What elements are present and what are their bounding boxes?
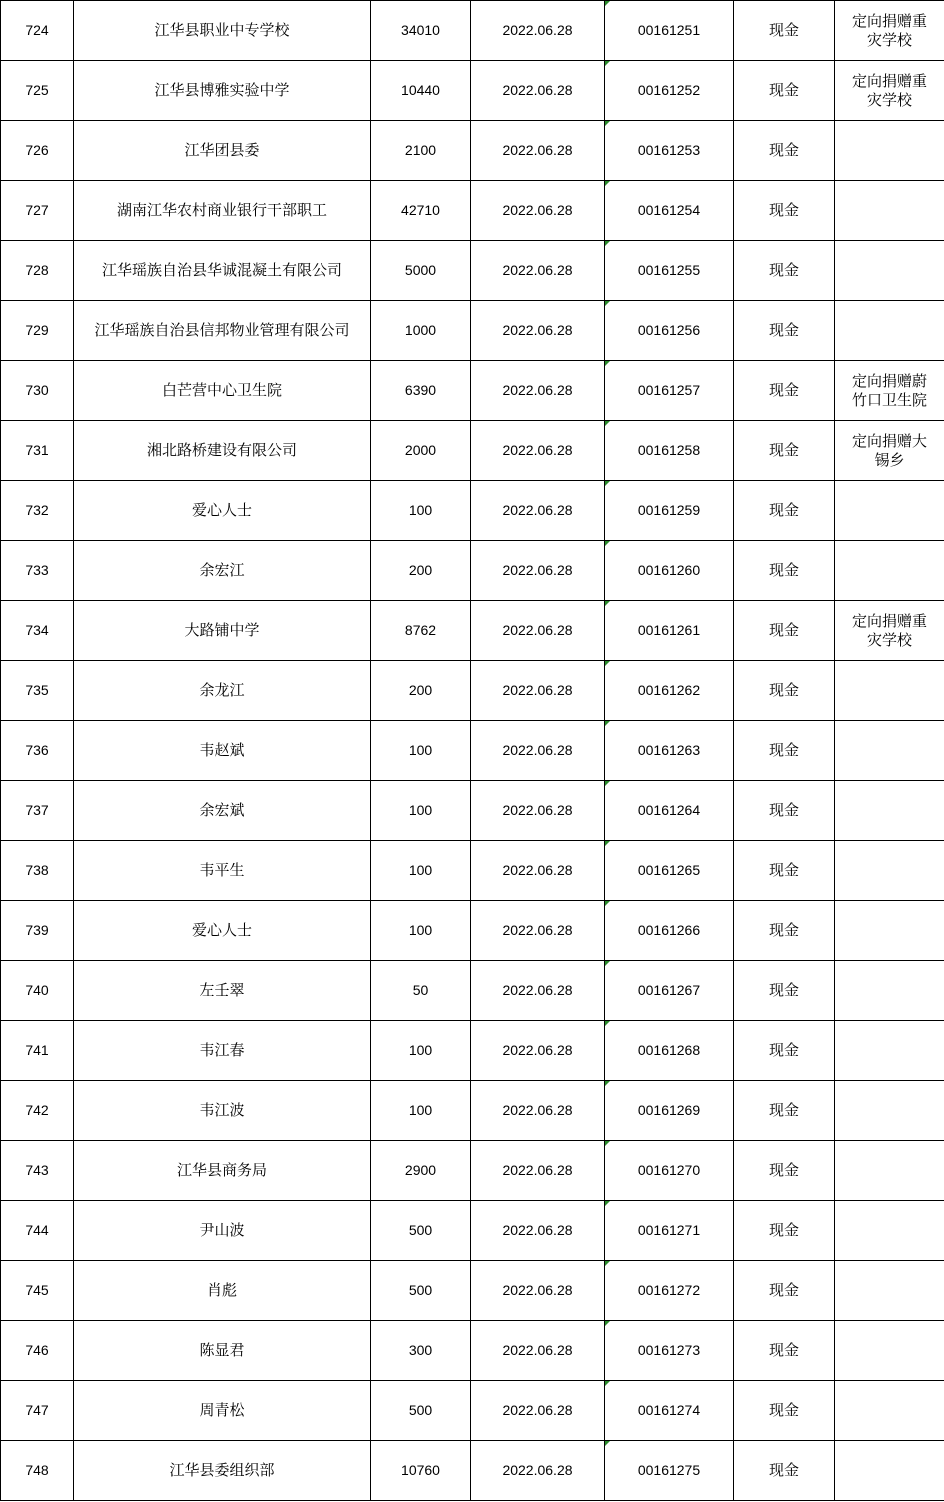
cell-receipt-number: 00161272 bbox=[605, 1261, 734, 1321]
cell-payment-method: 现金 bbox=[734, 1, 835, 61]
cell-donor-name: 左壬翠 bbox=[74, 961, 371, 1021]
cell-payment-method: 现金 bbox=[734, 1441, 835, 1501]
cell-amount: 5000 bbox=[371, 241, 471, 301]
cell-receipt-number: 00161270 bbox=[605, 1141, 734, 1201]
cell-amount: 100 bbox=[371, 1081, 471, 1141]
cell-amount: 100 bbox=[371, 481, 471, 541]
note-text: 定向捐赠蔚竹口卫生院 bbox=[851, 371, 927, 409]
cell-amount: 1000 bbox=[371, 301, 471, 361]
cell-serial-number: 725 bbox=[1, 61, 74, 121]
table-row bbox=[1, 601, 944, 661]
cell-date: 2022.06.28 bbox=[471, 1021, 605, 1081]
cell-note bbox=[835, 541, 944, 601]
cell-payment-method: 现金 bbox=[734, 781, 835, 841]
cell-serial-number: 741 bbox=[1, 1021, 74, 1081]
cell-date: 2022.06.28 bbox=[471, 961, 605, 1021]
cell-receipt-number: 00161259 bbox=[605, 481, 734, 541]
table-row bbox=[1, 721, 944, 781]
cell-amount: 500 bbox=[371, 1381, 471, 1441]
table-row bbox=[1, 241, 944, 301]
cell-amount: 34010 bbox=[371, 1, 471, 61]
note-text: 定向捐赠重灾学校 bbox=[851, 11, 927, 49]
cell-payment-method: 现金 bbox=[734, 1081, 835, 1141]
cell-receipt-number: 00161275 bbox=[605, 1441, 734, 1501]
table-row bbox=[1, 481, 944, 541]
cell-payment-method: 现金 bbox=[734, 1141, 835, 1201]
cell-note bbox=[835, 61, 944, 121]
cell-donor-name: 江华瑶族自治县华诚混凝土有限公司 bbox=[74, 241, 371, 301]
cell-payment-method: 现金 bbox=[734, 1321, 835, 1381]
cell-amount: 100 bbox=[371, 841, 471, 901]
cell-note bbox=[835, 1321, 944, 1381]
cell-note bbox=[835, 421, 944, 481]
cell-amount: 50 bbox=[371, 961, 471, 1021]
cell-payment-method: 现金 bbox=[734, 301, 835, 361]
cell-donor-name: 江华县博雅实验中学 bbox=[74, 61, 371, 121]
cell-date: 2022.06.28 bbox=[471, 1081, 605, 1141]
cell-donor-name: 肖彪 bbox=[74, 1261, 371, 1321]
cell-receipt-number: 00161255 bbox=[605, 241, 734, 301]
cell-donor-name: 余宏斌 bbox=[74, 781, 371, 841]
cell-donor-name: 余宏江 bbox=[74, 541, 371, 601]
cell-receipt-number: 00161268 bbox=[605, 1021, 734, 1081]
cell-serial-number: 724 bbox=[1, 1, 74, 61]
cell-donor-name: 湘北路桥建设有限公司 bbox=[74, 421, 371, 481]
cell-note bbox=[835, 781, 944, 841]
cell-note bbox=[835, 601, 944, 661]
cell-payment-method: 现金 bbox=[734, 1261, 835, 1321]
cell-donor-name: 周青松 bbox=[74, 1381, 371, 1441]
cell-payment-method: 现金 bbox=[734, 61, 835, 121]
cell-serial-number: 737 bbox=[1, 781, 74, 841]
cell-receipt-number: 00161258 bbox=[605, 421, 734, 481]
table-row bbox=[1, 1201, 944, 1261]
cell-date: 2022.06.28 bbox=[471, 181, 605, 241]
cell-receipt-number: 00161257 bbox=[605, 361, 734, 421]
cell-date: 2022.06.28 bbox=[471, 1261, 605, 1321]
cell-donor-name: 大路铺中学 bbox=[74, 601, 371, 661]
cell-payment-method: 现金 bbox=[734, 421, 835, 481]
cell-payment-method: 现金 bbox=[734, 841, 835, 901]
cell-amount: 6390 bbox=[371, 361, 471, 421]
cell-date: 2022.06.28 bbox=[471, 1141, 605, 1201]
table-row bbox=[1, 1141, 944, 1201]
table-row bbox=[1, 541, 944, 601]
table-row bbox=[1, 901, 944, 961]
cell-amount: 2100 bbox=[371, 121, 471, 181]
cell-amount: 8762 bbox=[371, 601, 471, 661]
cell-serial-number: 732 bbox=[1, 481, 74, 541]
table-row bbox=[1, 1081, 944, 1141]
cell-payment-method: 现金 bbox=[734, 241, 835, 301]
note-text: 定向捐赠重灾学校 bbox=[851, 611, 927, 649]
table-row bbox=[1, 961, 944, 1021]
cell-serial-number: 745 bbox=[1, 1261, 74, 1321]
cell-amount: 42710 bbox=[371, 181, 471, 241]
cell-serial-number: 748 bbox=[1, 1441, 74, 1501]
cell-receipt-number: 00161262 bbox=[605, 661, 734, 721]
cell-donor-name: 韦江春 bbox=[74, 1021, 371, 1081]
table-row bbox=[1, 1, 944, 61]
cell-receipt-number: 00161267 bbox=[605, 961, 734, 1021]
cell-date: 2022.06.28 bbox=[471, 61, 605, 121]
cell-payment-method: 现金 bbox=[734, 361, 835, 421]
cell-receipt-number: 00161263 bbox=[605, 721, 734, 781]
cell-date: 2022.06.28 bbox=[471, 1381, 605, 1441]
cell-note bbox=[835, 181, 944, 241]
cell-amount: 300 bbox=[371, 1321, 471, 1381]
cell-date: 2022.06.28 bbox=[471, 601, 605, 661]
cell-payment-method: 现金 bbox=[734, 901, 835, 961]
cell-payment-method: 现金 bbox=[734, 661, 835, 721]
cell-serial-number: 743 bbox=[1, 1141, 74, 1201]
cell-serial-number: 733 bbox=[1, 541, 74, 601]
cell-date: 2022.06.28 bbox=[471, 901, 605, 961]
cell-receipt-number: 00161271 bbox=[605, 1201, 734, 1261]
cell-receipt-number: 00161265 bbox=[605, 841, 734, 901]
table-row bbox=[1, 661, 944, 721]
cell-donor-name: 尹山波 bbox=[74, 1201, 371, 1261]
cell-donor-name: 余龙江 bbox=[74, 661, 371, 721]
cell-serial-number: 746 bbox=[1, 1321, 74, 1381]
cell-receipt-number: 00161269 bbox=[605, 1081, 734, 1141]
cell-payment-method: 现金 bbox=[734, 1201, 835, 1261]
cell-receipt-number: 00161256 bbox=[605, 301, 734, 361]
cell-serial-number: 734 bbox=[1, 601, 74, 661]
cell-receipt-number: 00161261 bbox=[605, 601, 734, 661]
cell-note bbox=[835, 1141, 944, 1201]
cell-donor-name: 江华县职业中专学校 bbox=[74, 1, 371, 61]
cell-date: 2022.06.28 bbox=[471, 1321, 605, 1381]
cell-note bbox=[835, 841, 944, 901]
cell-date: 2022.06.28 bbox=[471, 541, 605, 601]
cell-amount: 500 bbox=[371, 1261, 471, 1321]
cell-note bbox=[835, 721, 944, 781]
cell-amount: 100 bbox=[371, 721, 471, 781]
cell-donor-name: 江华县委组织部 bbox=[74, 1441, 371, 1501]
cell-amount: 10760 bbox=[371, 1441, 471, 1501]
cell-date: 2022.06.28 bbox=[471, 121, 605, 181]
cell-note bbox=[835, 961, 944, 1021]
cell-amount: 200 bbox=[371, 541, 471, 601]
cell-date: 2022.06.28 bbox=[471, 301, 605, 361]
cell-receipt-number: 00161266 bbox=[605, 901, 734, 961]
cell-date: 2022.06.28 bbox=[471, 1, 605, 61]
cell-note bbox=[835, 901, 944, 961]
cell-amount: 2000 bbox=[371, 421, 471, 481]
cell-serial-number: 735 bbox=[1, 661, 74, 721]
cell-amount: 100 bbox=[371, 781, 471, 841]
cell-serial-number: 736 bbox=[1, 721, 74, 781]
cell-date: 2022.06.28 bbox=[471, 421, 605, 481]
cell-donor-name: 湖南江华农村商业银行干部职工 bbox=[74, 181, 371, 241]
cell-date: 2022.06.28 bbox=[471, 661, 605, 721]
table-row bbox=[1, 781, 944, 841]
cell-payment-method: 现金 bbox=[734, 541, 835, 601]
table-row bbox=[1, 121, 944, 181]
cell-donor-name: 江华团县委 bbox=[74, 121, 371, 181]
table-row bbox=[1, 1441, 944, 1501]
table-row bbox=[1, 61, 944, 121]
cell-donor-name: 韦江波 bbox=[74, 1081, 371, 1141]
cell-receipt-number: 00161260 bbox=[605, 541, 734, 601]
cell-payment-method: 现金 bbox=[734, 1021, 835, 1081]
cell-note bbox=[835, 361, 944, 421]
cell-amount: 10440 bbox=[371, 61, 471, 121]
note-text: 定向捐赠重灾学校 bbox=[851, 71, 927, 109]
table-row bbox=[1, 361, 944, 421]
table-row bbox=[1, 301, 944, 361]
cell-note bbox=[835, 1, 944, 61]
cell-amount: 100 bbox=[371, 1021, 471, 1081]
cell-serial-number: 739 bbox=[1, 901, 74, 961]
table-row bbox=[1, 1321, 944, 1381]
cell-note bbox=[835, 1081, 944, 1141]
cell-receipt-number: 00161264 bbox=[605, 781, 734, 841]
cell-date: 2022.06.28 bbox=[471, 361, 605, 421]
cell-serial-number: 738 bbox=[1, 841, 74, 901]
table-row bbox=[1, 421, 944, 481]
cell-donor-name: 爱心人士 bbox=[74, 901, 371, 961]
cell-note bbox=[835, 1201, 944, 1261]
table-row bbox=[1, 1261, 944, 1321]
cell-note bbox=[835, 241, 944, 301]
table-row bbox=[1, 841, 944, 901]
cell-payment-method: 现金 bbox=[734, 601, 835, 661]
cell-note bbox=[835, 301, 944, 361]
cell-note bbox=[835, 661, 944, 721]
cell-serial-number: 731 bbox=[1, 421, 74, 481]
cell-serial-number: 726 bbox=[1, 121, 74, 181]
cell-payment-method: 现金 bbox=[734, 481, 835, 541]
cell-donor-name: 江华县商务局 bbox=[74, 1141, 371, 1201]
cell-date: 2022.06.28 bbox=[471, 1201, 605, 1261]
cell-amount: 100 bbox=[371, 901, 471, 961]
table-row bbox=[1, 1381, 944, 1441]
cell-payment-method: 现金 bbox=[734, 961, 835, 1021]
cell-serial-number: 747 bbox=[1, 1381, 74, 1441]
table-body bbox=[1, 1, 944, 1501]
cell-serial-number: 727 bbox=[1, 181, 74, 241]
cell-serial-number: 728 bbox=[1, 241, 74, 301]
cell-payment-method: 现金 bbox=[734, 721, 835, 781]
cell-note bbox=[835, 1261, 944, 1321]
table-row bbox=[1, 1021, 944, 1081]
cell-serial-number: 740 bbox=[1, 961, 74, 1021]
cell-date: 2022.06.28 bbox=[471, 841, 605, 901]
cell-donor-name: 陈显君 bbox=[74, 1321, 371, 1381]
cell-receipt-number: 00161251 bbox=[605, 1, 734, 61]
cell-note bbox=[835, 1381, 944, 1441]
cell-donor-name: 爱心人士 bbox=[74, 481, 371, 541]
cell-receipt-number: 00161252 bbox=[605, 61, 734, 121]
cell-date: 2022.06.28 bbox=[471, 481, 605, 541]
cell-note bbox=[835, 1441, 944, 1501]
table-row bbox=[1, 181, 944, 241]
cell-donor-name: 韦平生 bbox=[74, 841, 371, 901]
cell-serial-number: 744 bbox=[1, 1201, 74, 1261]
cell-receipt-number: 00161274 bbox=[605, 1381, 734, 1441]
cell-donor-name: 白芒营中心卫生院 bbox=[74, 361, 371, 421]
cell-payment-method: 现金 bbox=[734, 1381, 835, 1441]
cell-donor-name: 江华瑶族自治县信邦物业管理有限公司 bbox=[74, 301, 371, 361]
cell-date: 2022.06.28 bbox=[471, 1441, 605, 1501]
cell-payment-method: 现金 bbox=[734, 181, 835, 241]
cell-note bbox=[835, 481, 944, 541]
cell-receipt-number: 00161253 bbox=[605, 121, 734, 181]
cell-donor-name: 韦赵斌 bbox=[74, 721, 371, 781]
cell-date: 2022.06.28 bbox=[471, 781, 605, 841]
cell-serial-number: 729 bbox=[1, 301, 74, 361]
cell-note bbox=[835, 1021, 944, 1081]
cell-receipt-number: 00161254 bbox=[605, 181, 734, 241]
cell-amount: 200 bbox=[371, 661, 471, 721]
cell-amount: 500 bbox=[371, 1201, 471, 1261]
cell-payment-method: 现金 bbox=[734, 121, 835, 181]
note-text: 定向捐赠大锡乡 bbox=[851, 431, 927, 469]
cell-date: 2022.06.28 bbox=[471, 721, 605, 781]
cell-receipt-number: 00161273 bbox=[605, 1321, 734, 1381]
cell-note bbox=[835, 121, 944, 181]
cell-amount: 2900 bbox=[371, 1141, 471, 1201]
cell-serial-number: 730 bbox=[1, 361, 74, 421]
cell-date: 2022.06.28 bbox=[471, 241, 605, 301]
cell-serial-number: 742 bbox=[1, 1081, 74, 1141]
